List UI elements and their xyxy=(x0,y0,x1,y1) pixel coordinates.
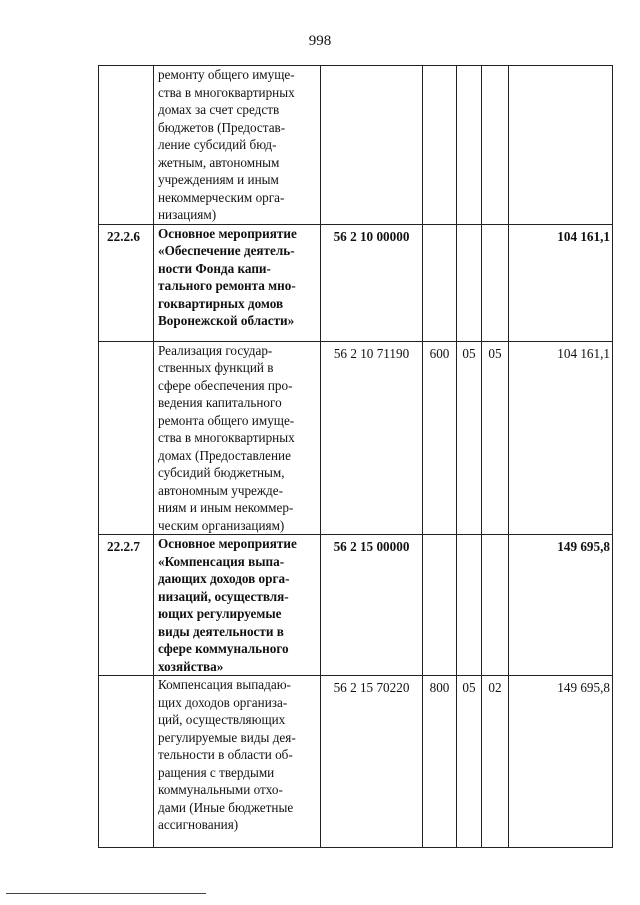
item-name-line: тального ремонта мно- xyxy=(158,278,296,293)
item-name-line: учреждениям и иным xyxy=(158,172,279,187)
table-row xyxy=(99,66,613,225)
item-name-line: низациям) xyxy=(158,207,217,222)
item-name-line: дами (Иные бюджетные xyxy=(158,799,294,815)
item-name-line: ниям и иным некоммер- xyxy=(158,500,294,515)
item-name-line: регулируемые виды дея- xyxy=(158,729,296,745)
item-number-cell xyxy=(99,66,154,225)
item-name-line: Основное мероприятие xyxy=(158,536,297,551)
target-article-cell: 56 2 15 70220 xyxy=(321,676,423,848)
item-name-line: ства в многоквартирных xyxy=(158,430,295,445)
item-name-line: сфере обеспечения про- xyxy=(158,377,293,393)
amount-cell: 149 695,8 xyxy=(509,535,613,676)
item-name-line: «Компенсация выпа- xyxy=(158,553,285,569)
item-name-line: автономным учрежде- xyxy=(158,482,283,498)
item-name-line: ведения капитального xyxy=(158,395,282,410)
section-cell xyxy=(457,224,482,341)
item-name-line: Реализация государ- xyxy=(158,342,273,358)
item-name-line: хозяйства» xyxy=(158,658,224,674)
item-name-line: низаций, осуществля- xyxy=(158,588,289,604)
item-name-line: ремонта общего имуще- xyxy=(158,412,295,428)
item-name-line: ление субсидий бюд- xyxy=(158,137,277,152)
item-name-line: виды деятельности в xyxy=(158,623,284,639)
section-cell xyxy=(457,66,482,225)
expense-type-cell: 800 xyxy=(423,676,457,848)
item-name-line: ассигнования) xyxy=(158,817,239,832)
page-number: 998 xyxy=(308,33,332,49)
subsection-cell xyxy=(482,224,509,341)
item-name-line: сфере коммунального xyxy=(158,641,289,656)
item-name-line: ющих регулируемые xyxy=(158,606,282,621)
item-name-line: некоммерческим орга- xyxy=(158,189,285,205)
item-name-line: бюджетов (Предостав- xyxy=(158,119,286,135)
item-name-line: ства в многоквартирных xyxy=(158,84,295,100)
item-name-line: тельности в области об- xyxy=(158,747,293,762)
item-number-cell: 22.2.6 xyxy=(99,224,154,341)
item-name-line: Основное мероприятие xyxy=(158,225,297,241)
item-name-line: субсидий бюджетным, xyxy=(158,465,285,480)
expense-type-cell xyxy=(423,224,457,341)
item-name-line: ращения с твердыми xyxy=(158,764,275,780)
item-name-line: дающих доходов орга- xyxy=(158,571,290,586)
item-name-cell xyxy=(154,66,321,225)
subsection-cell: 05 xyxy=(482,341,509,535)
item-name-line: ности Фонда капи- xyxy=(158,260,271,276)
item-name-line: ремонту общего имуще- xyxy=(158,67,295,82)
section-cell: 05 xyxy=(457,676,482,848)
section-cell xyxy=(457,535,482,676)
item-name-line: ций, осуществляющих xyxy=(158,712,286,727)
expense-type-cell xyxy=(423,535,457,676)
item-name-line: домах за счет средств xyxy=(158,102,280,117)
amount-cell: 104 161,1 xyxy=(509,341,613,535)
item-number-cell: 22.2.7 xyxy=(99,535,154,676)
expense-type-cell xyxy=(423,66,457,225)
section-cell: 05 xyxy=(457,341,482,535)
table-row xyxy=(99,676,613,848)
target-article-cell: 56 2 15 00000 xyxy=(321,535,423,676)
footnote-rule xyxy=(6,893,206,894)
item-name-line: Компенсация выпадаю- xyxy=(158,677,291,692)
item-name-cell xyxy=(154,676,321,848)
subsection-cell: 02 xyxy=(482,676,509,848)
item-name-line: «Обеспечение деятель- xyxy=(158,243,295,258)
item-name-line: ческим организациям) xyxy=(158,517,285,533)
expense-type-cell: 600 xyxy=(423,341,457,535)
item-name-line: ственных функций в xyxy=(158,360,274,375)
target-article-cell: 56 2 10 71190 xyxy=(321,341,423,535)
table-row xyxy=(99,341,613,535)
table-body xyxy=(99,66,613,848)
item-name-line: жетным, автономным xyxy=(158,154,280,170)
item-name-cell xyxy=(154,224,321,341)
subsection-cell xyxy=(482,66,509,225)
table-row xyxy=(99,224,613,341)
target-article-cell xyxy=(321,66,423,225)
amount-cell xyxy=(509,66,613,225)
item-name-line: гоквартирных домов xyxy=(158,295,284,311)
subsection-cell xyxy=(482,535,509,676)
amount-cell: 104 161,1 xyxy=(509,224,613,341)
item-name-line: домах (Предоставление xyxy=(158,447,291,463)
budget-table xyxy=(98,65,613,848)
target-article-cell: 56 2 10 00000 xyxy=(321,224,423,341)
item-name-cell xyxy=(154,535,321,676)
item-number-cell xyxy=(99,341,154,535)
item-name-line: щих доходов организа- xyxy=(158,694,288,710)
item-name-line: коммунальными отхо- xyxy=(158,782,283,797)
table-row xyxy=(99,535,613,676)
item-name-cell xyxy=(154,341,321,535)
item-name-line: Воронежской области» xyxy=(158,313,295,328)
item-number-cell xyxy=(99,676,154,848)
amount-cell: 149 695,8 xyxy=(509,676,613,848)
